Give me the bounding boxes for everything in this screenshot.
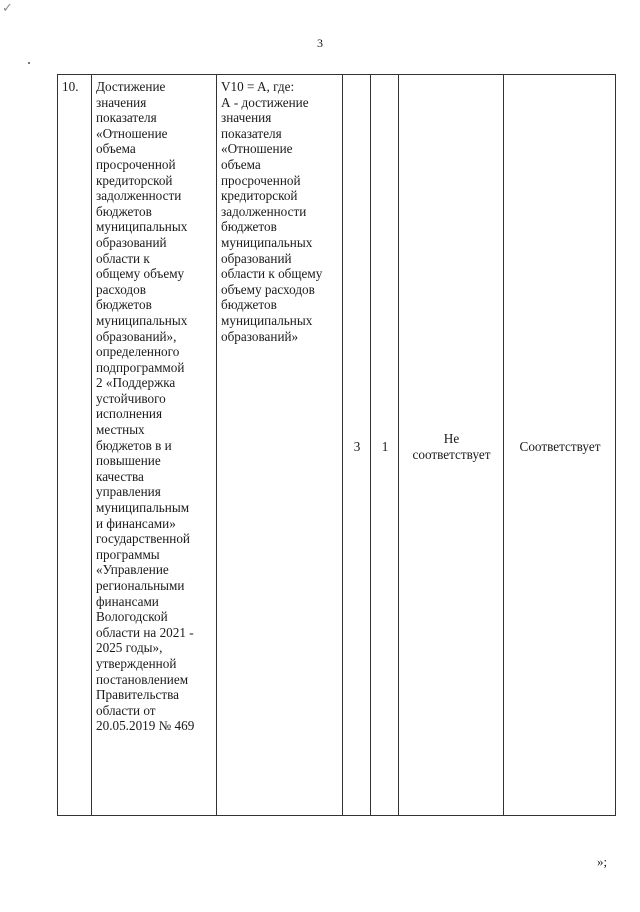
row-number: 10. (58, 75, 92, 816)
status-cell: Не соответствует (399, 75, 504, 816)
value-cell-1: 3 (343, 75, 371, 816)
result-cell: Соответствует (504, 75, 616, 816)
criteria-table (57, 74, 616, 816)
indicator-name: Достижение значения показателя «Отношение объема просроченной кредиторской задолженности бюджетов муниципальных образований области к общему объему расходов бюджетов муниципальных образований», определенного подпрограммой 2 «Поддержка устойчивого исполнения местных бюджетов в и повышение качества управления муниципальным и финансами» государственной программы «Управление региональными финансами Вологодской области на 2021 - 2025 годы», утвержденной постановлением Правительства области от 20.05.2019 № 469 (92, 75, 217, 816)
table-row (58, 75, 616, 816)
page-number: 3 (317, 36, 323, 50)
closing-mark: »; (597, 854, 608, 869)
calculation-formula: V10 = A, где: А - достижение значения показателя «Отношение объема просроченной кредиторской задолженности бюджетов муниципальных образований области к общему объему расходов бюджетов муниципальных образований» (217, 75, 343, 816)
scan-dot (28, 62, 30, 64)
value-cell-2: 1 (371, 75, 399, 816)
scan-artifact: ✓ (2, 0, 13, 15)
